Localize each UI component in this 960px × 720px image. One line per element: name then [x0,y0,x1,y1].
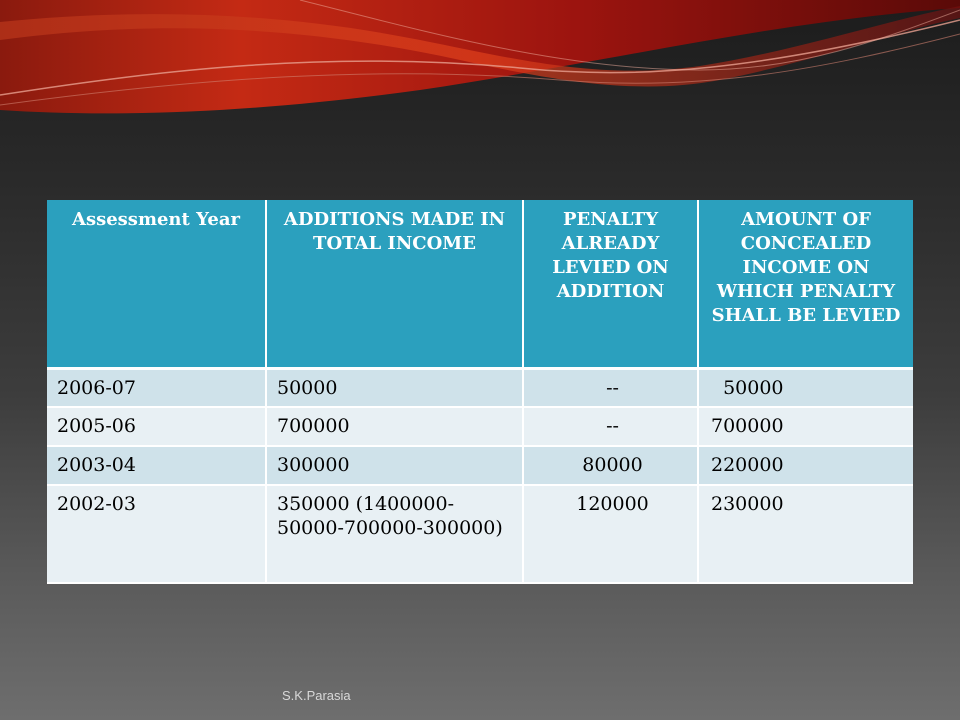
header-additions-made: ADDITIONS MADE IN TOTAL INCOME [266,200,523,368]
cell-penalty: 120000 [523,485,698,583]
header-penalty-levied: PENALTY ALREADY LEVIED ON ADDITION [523,200,698,368]
table-row [47,407,913,446]
decorative-red-waves [0,0,960,140]
table-row [47,485,913,583]
table-header-row [47,200,913,368]
cell-additions: 300000 [266,446,523,485]
header-assessment-year: Assessment Year [47,200,266,368]
cell-amount: 230000 [698,485,913,583]
cell-penalty: 80000 [523,446,698,485]
cell-additions: 700000 [266,407,523,446]
cell-year: 2003-04 [47,446,266,485]
penalty-table [47,200,913,584]
cell-year: 2005-06 [47,407,266,446]
cell-amount: 50000 [698,368,913,407]
cell-amount: 220000 [698,446,913,485]
cell-year: 2006-07 [47,368,266,407]
cell-additions: 50000 [266,368,523,407]
footer-author: S.K.Parasia [282,688,351,703]
header-concealed-amount: AMOUNT OF CONCEALED INCOME ON WHICH PENALTY SHALL BE LEVIED [698,200,913,368]
cell-penalty: -- [523,368,698,407]
cell-penalty: -- [523,407,698,446]
cell-year: 2002-03 [47,485,266,583]
table-row [47,368,913,407]
cell-additions: 350000 (1400000-50000-700000-300000) [266,485,523,583]
table-row [47,446,913,485]
cell-amount: 700000 [698,407,913,446]
